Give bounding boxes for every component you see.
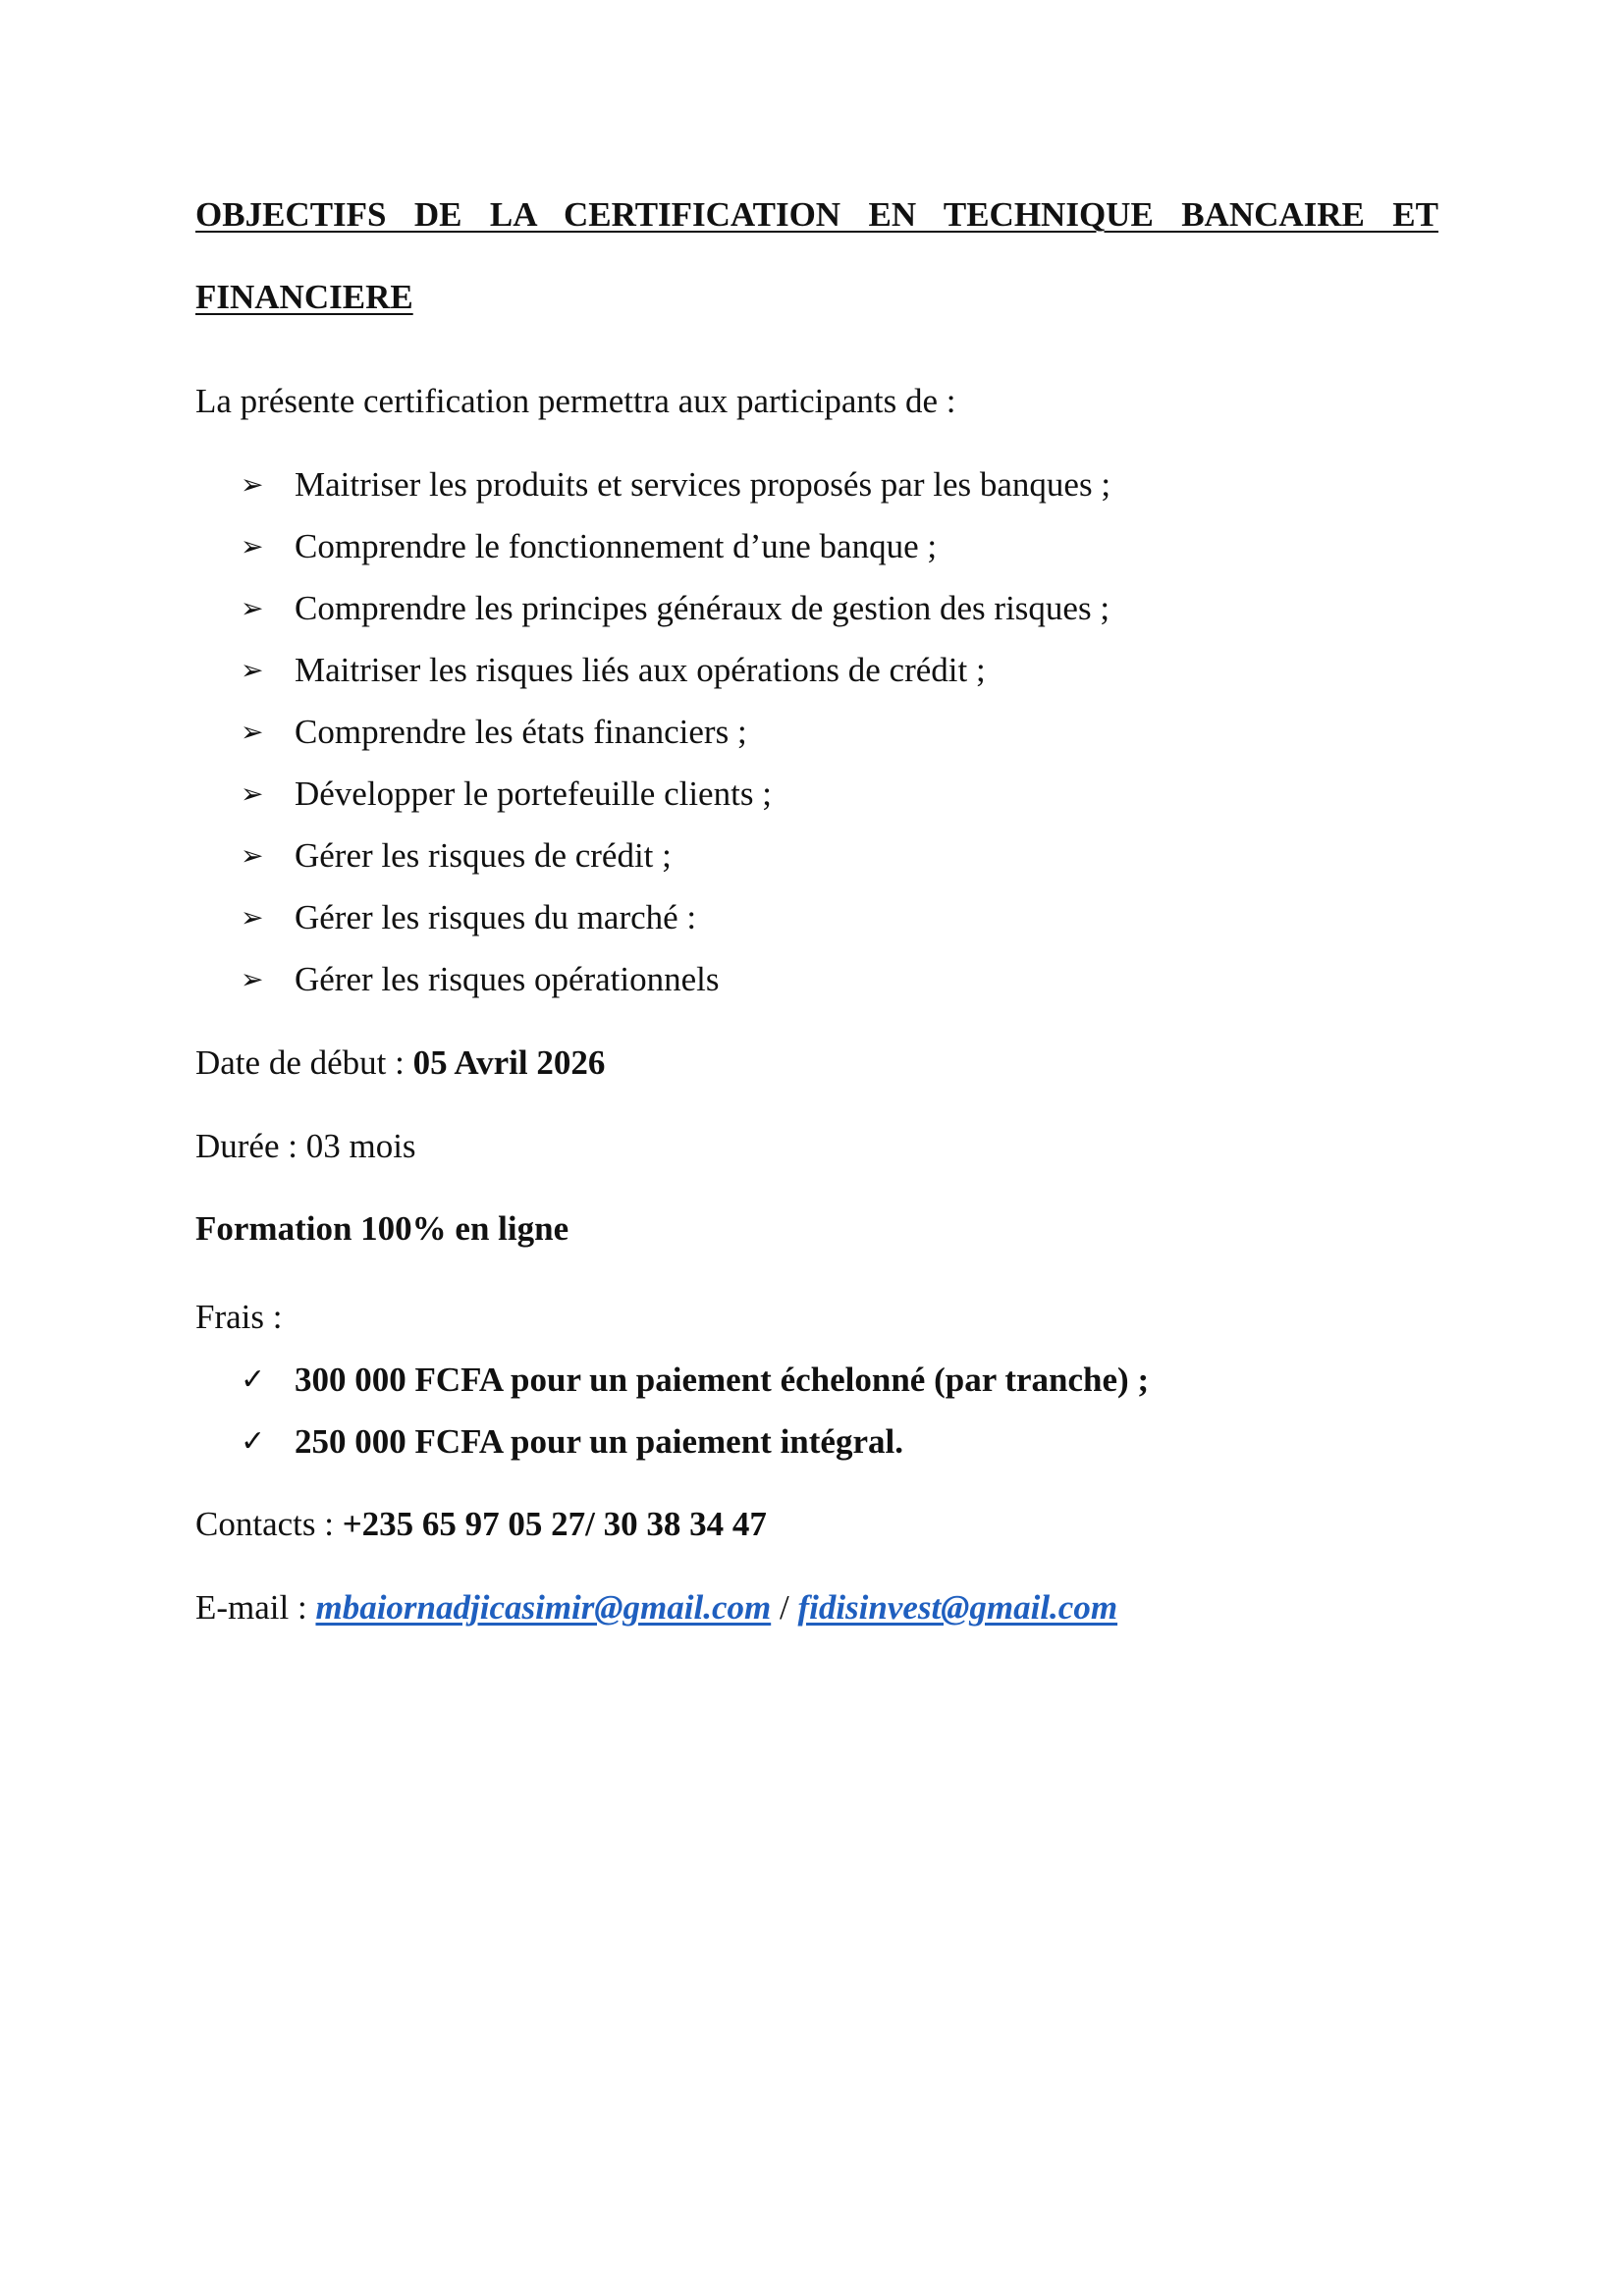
page-title-line-1: OBJECTIFS DE LA CERTIFICATION EN TECHNIQUE BANCAIRE ET <box>195 195 1438 234</box>
start-date-label: Date de début : <box>195 1043 413 1082</box>
objective-text: Maitriser les produits et services proposés par les banques ; <box>295 465 1111 504</box>
list-item <box>241 527 1110 589</box>
objective-text: Comprendre les principes généraux de gestion des risques ; <box>295 589 1110 627</box>
list-item <box>241 898 1110 960</box>
arrow-bullet-icon: ➢ <box>241 654 264 686</box>
contacts-phone: +235 65 97 05 27/ 30 38 34 47 <box>342 1505 767 1543</box>
training-format: Formation 100% en ligne <box>195 1209 569 1248</box>
objective-text: Comprendre le fonctionnement d’une banque ; <box>295 527 938 565</box>
objective-text: Gérer les risques du marché : <box>295 898 697 936</box>
page-title-line-2: FINANCIERE <box>195 278 413 316</box>
email-link-2[interactable]: fidisinvest@gmail.com <box>797 1588 1118 1627</box>
objective-text: Gérer les risques opérationnels <box>295 960 720 998</box>
arrow-bullet-icon: ➢ <box>241 530 264 562</box>
arrow-bullet-icon: ➢ <box>241 592 264 624</box>
checkmark-icon: ✓ <box>241 1424 266 1459</box>
list-item <box>241 589 1110 651</box>
list-item <box>241 713 1110 774</box>
email-separator: / <box>771 1588 798 1627</box>
fee-text: 250 000 FCFA pour un paiement intégral. <box>295 1422 903 1461</box>
list-item <box>241 651 1110 713</box>
objective-text: Comprendre les états financiers ; <box>295 713 747 751</box>
contacts-label: Contacts : <box>195 1505 343 1543</box>
list-item <box>241 774 1110 836</box>
start-date <box>195 1043 605 1083</box>
objective-text: Développer le portefeuille clients ; <box>295 774 772 813</box>
duration: Durée : 03 mois <box>195 1127 416 1165</box>
email <box>195 1588 1117 1628</box>
arrow-bullet-icon: ➢ <box>241 963 264 995</box>
arrow-bullet-icon: ➢ <box>241 777 264 810</box>
arrow-bullet-icon: ➢ <box>241 468 264 501</box>
arrow-bullet-icon: ➢ <box>241 839 264 872</box>
list-item <box>241 465 1110 527</box>
checkmark-icon: ✓ <box>241 1362 266 1397</box>
list-item <box>241 1422 1149 1484</box>
objective-text: Gérer les risques de crédit ; <box>295 836 672 875</box>
contacts <box>195 1505 767 1544</box>
email-link-1[interactable]: mbaiornadjicasimir@gmail.com <box>315 1588 772 1627</box>
objectives-list <box>241 465 1110 1022</box>
intro-text: La présente certification permettra aux participants de : <box>195 382 956 420</box>
fee-text: 300 000 FCFA pour un paiement échelonné (par tranche) ; <box>295 1361 1150 1399</box>
email-label: E-mail : <box>195 1588 316 1627</box>
list-item <box>241 1361 1149 1422</box>
arrow-bullet-icon: ➢ <box>241 901 264 934</box>
fees-label: Frais : <box>195 1298 283 1336</box>
list-item <box>241 836 1110 898</box>
start-date-value: 05 Avril 2026 <box>412 1043 606 1082</box>
list-item <box>241 960 1110 1022</box>
arrow-bullet-icon: ➢ <box>241 716 264 748</box>
objective-text: Maitriser les risques liés aux opérations de crédit ; <box>295 651 986 689</box>
fees-list <box>241 1361 1149 1484</box>
